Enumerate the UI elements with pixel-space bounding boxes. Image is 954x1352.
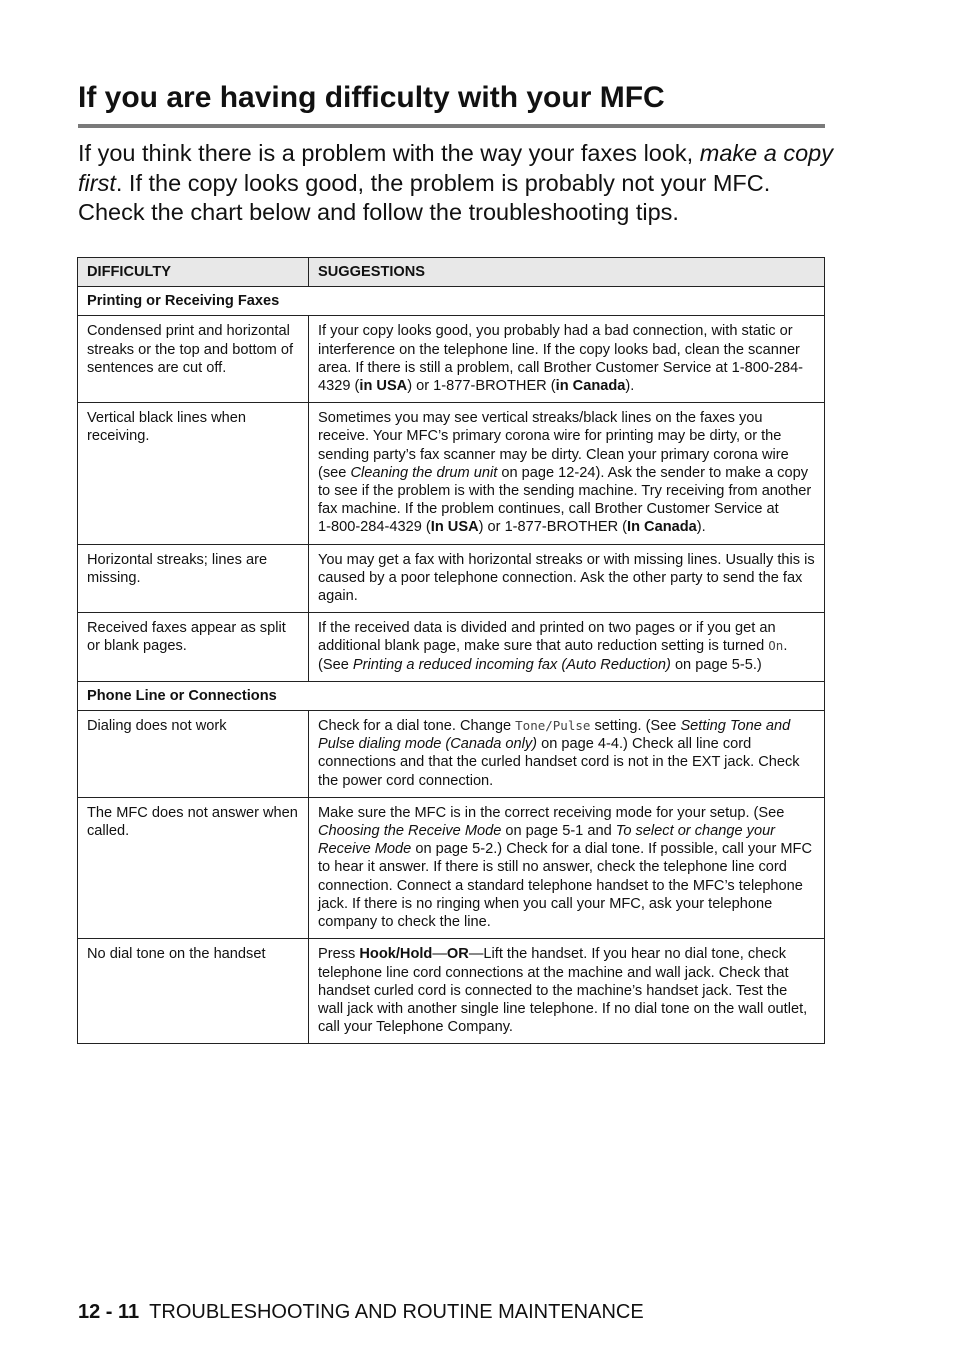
page-footer [78, 1301, 644, 1324]
difficulty-cell: Dialing does not work [78, 711, 309, 798]
table-row [78, 316, 825, 403]
suggestion-cell [309, 711, 825, 798]
suggestion-text: If your copy looks good, you probably had a bad connection, with static or interference on the telephone line. If the copy looks bad, clean the scanner area. If there is still a problem, call Brother Customer Service at 1-800-284-4329 ( [318, 323, 804, 395]
header-difficulty: DIFFICULTY [78, 258, 309, 287]
suggestion-text: on page 5-5.) [670, 656, 762, 673]
page-number: 12 - 11 [78, 1301, 140, 1323]
intro-text: If you think there is a problem with the way your faxes look, [78, 140, 700, 166]
difficulty-cell: Condensed print and horizontal streaks or the top and bottom of sentences are cut off. [78, 316, 309, 403]
suggestion-bold: In Canada [627, 519, 697, 536]
suggestion-cell [309, 316, 825, 403]
setting-value: On [768, 638, 784, 654]
suggestion-italic: Cleaning the drum unit [350, 464, 498, 481]
suggestion-italic: Printing a reduced incoming fax (Auto Reduction) [352, 656, 671, 673]
table-row [78, 939, 825, 1044]
suggestion-bold: in USA [359, 378, 408, 395]
suggestion-italic: Choosing the Receive Mode [318, 823, 502, 840]
suggestion-cell [309, 544, 825, 613]
suggestion-text: ). [696, 519, 706, 536]
title-rule [78, 124, 825, 128]
setting-value: Tone/Pulse [515, 718, 591, 734]
header-suggestions: SUGGESTIONS [309, 258, 825, 287]
section-phone-line: Phone Line or Connections [78, 681, 825, 710]
suggestion-text: ) or 1-877-BROTHER ( [407, 378, 556, 395]
table-row [78, 613, 825, 682]
key-label: Hook/Hold [359, 946, 433, 963]
intro-text: . If the copy looks good, the problem is probably not your MFC. Check the chart below and follow the troubleshooting tips. [78, 169, 771, 225]
suggestion-text: on page 4-4.) Check all line cord connections and that the curled handset cord is not in the EXT jack. Check the power cord connection. [318, 736, 800, 789]
suggestion-text: ) or 1-877-BROTHER ( [478, 519, 628, 536]
suggestion-bold: In USA [430, 519, 479, 536]
suggestion-text: setting. (See [590, 718, 681, 735]
difficulty-cell: Vertical black lines when receiving. [78, 403, 309, 544]
section-printing-receiving: Printing or Receiving Faxes [78, 287, 825, 316]
suggestion-text: Check for a dial tone. Change [318, 718, 516, 735]
suggestion-text: Press [318, 946, 360, 963]
intro-emphasis: make a copy first [78, 140, 833, 196]
section-row [78, 681, 825, 710]
suggestion-text: Sometimes you may see vertical streaks/black lines on the faxes you receive. Your MFC’s primary corona wire for printing may be dirty, or the sending party’s fax scanner may be dirty. Clean your primary corona wire (see [318, 410, 789, 481]
difficulty-cell: Horizontal streaks; lines are missing. [78, 544, 309, 613]
suggestion-cell [309, 939, 825, 1044]
suggestion-bold: OR [446, 946, 469, 963]
suggestion-cell [309, 797, 825, 938]
suggestion-text: —Lift the handset. If you hear no dial tone, check telephone line cord connections at the machine and wall jack. Check that handset curled cord is connected to the machine’s handset jack. Test the wall jack with another single line telephone. If no dial tone on the wall outlet, call your Telephone Company. [318, 946, 808, 1036]
table-row [78, 403, 825, 544]
chapter-title: TROUBLESHOOTING AND ROUTINE MAINTENANCE [149, 1301, 644, 1323]
suggestion-cell [309, 403, 825, 544]
table-row [78, 711, 825, 798]
suggestion-text: ). [625, 378, 635, 395]
intro-paragraph [78, 139, 838, 228]
suggestion-text: on page 12-24). Ask the sender to make a copy to see if the problem is with the sending machine. Try receiving from another fax machine. If the problem continues, call Brother Customer Service at [318, 464, 812, 518]
suggestion-text: 1-800-284-4329 ( [318, 519, 431, 536]
suggestion-text: . (See [318, 638, 788, 673]
suggestion-text: If the received data is divided and printed on two pages or if you get an additional blank page, make sure that auto reduction setting is turned [318, 620, 776, 655]
suggestion-text: on page 5-2.) Check for a dial tone. If possible, call your MFC to hear it answer. If there is still no answer, check the telephone line cord connection. Connect a standard telephone handset to the MFC’s telephone jack. If there is no ringing when you call your MFC, ask your telephone company to check the line. [318, 841, 813, 931]
difficulty-cell: Received faxes appear as split or blank pages. [78, 613, 309, 682]
suggestion-cell [309, 613, 825, 682]
suggestion-italic: Setting Tone and Pulse dialing mode (Canada only) [318, 718, 791, 753]
table-header-row [78, 258, 825, 287]
section-row [78, 287, 825, 316]
page-title: If you are having difficulty with your MFC [78, 81, 665, 114]
suggestion-bold: in Canada [555, 378, 626, 395]
suggestion-text: — [432, 946, 447, 963]
difficulty-cell: No dial tone on the handset [78, 939, 309, 1044]
suggestion-italic: To select or change your Receive Mode [318, 823, 776, 858]
troubleshooting-table [77, 257, 825, 1044]
table-row [78, 797, 825, 938]
suggestion-text: You may get a fax with horizontal streaks or with missing lines. Usually this is caused by a poor telephone connection. Ask the other party to send the fax again. [318, 551, 815, 605]
difficulty-cell: The MFC does not answer when called. [78, 797, 309, 938]
suggestion-text: Make sure the MFC is in the correct receiving mode for your setup. (See [318, 804, 785, 821]
table-row [78, 544, 825, 613]
suggestion-text: on page 5-1 and [501, 823, 616, 840]
